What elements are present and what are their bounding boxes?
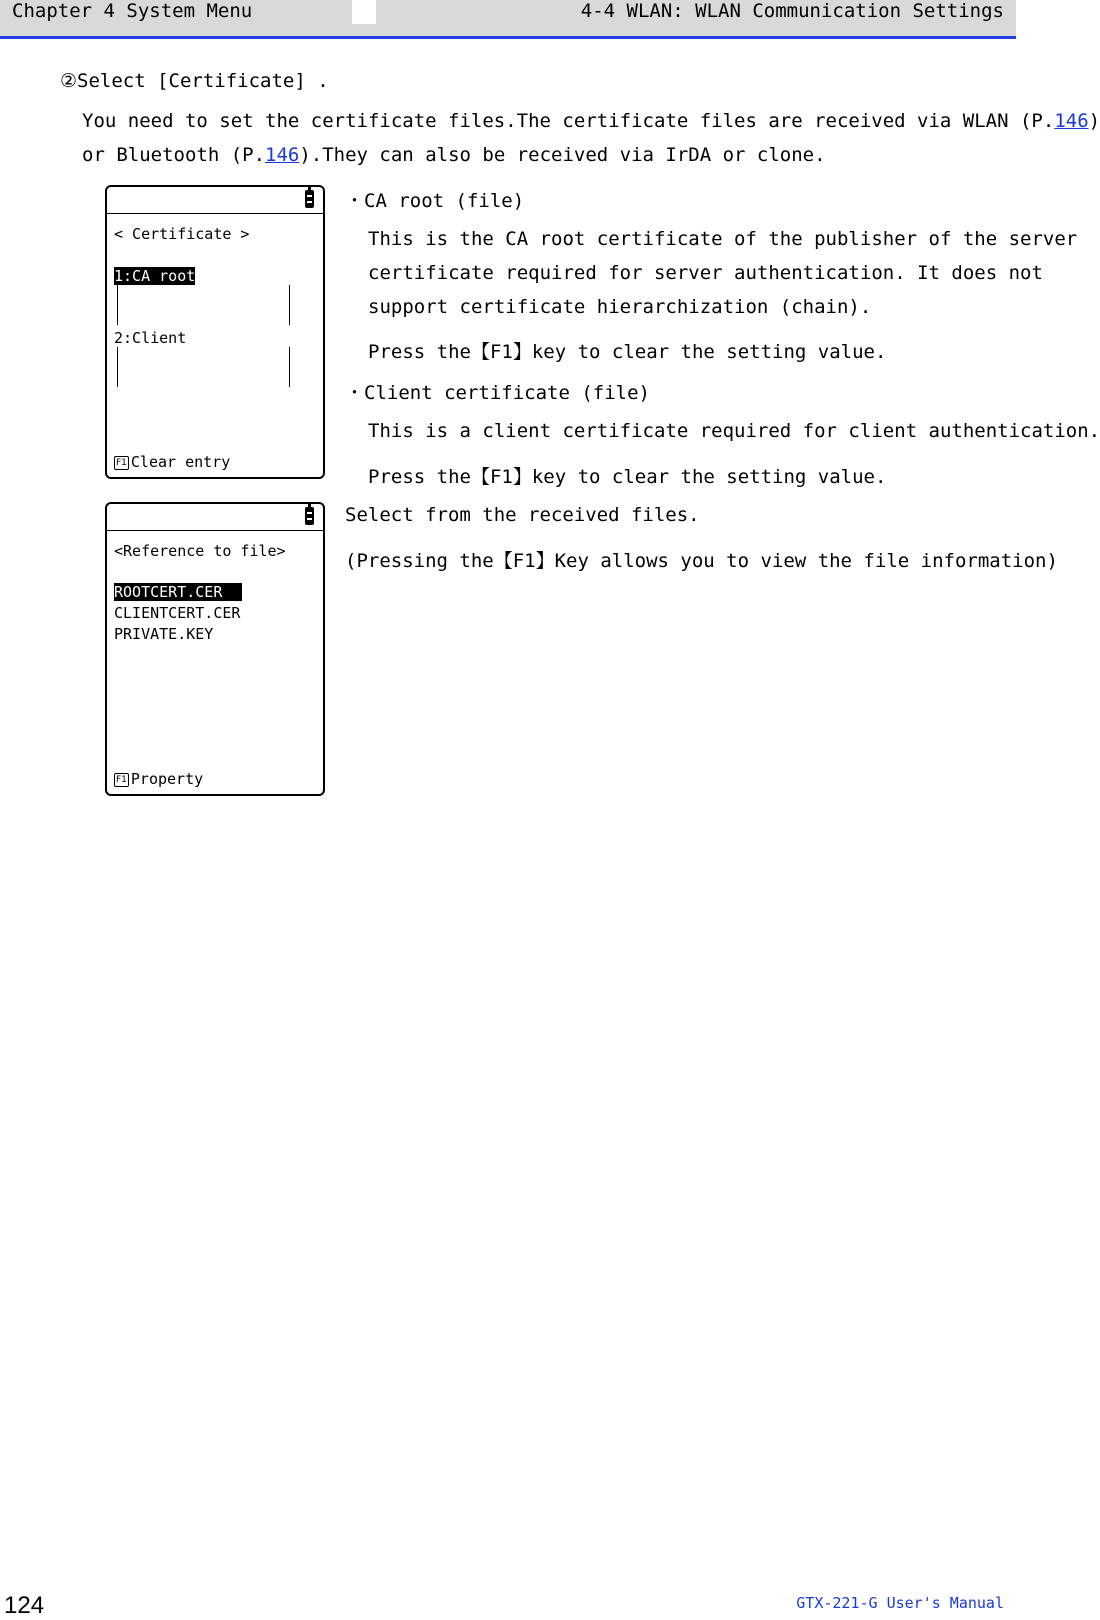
certificate-screen <box>105 185 325 479</box>
ca-root-clear-note: Press the【F1】key to clear the setting value. <box>368 341 887 363</box>
step-heading: ②Select [Certificate] . <box>60 70 329 92</box>
f1-property[interactable]: F1 Property <box>116 770 204 788</box>
ca-root-desc-2: certificate required for server authentication. It does not <box>368 262 1043 284</box>
battery-icon <box>305 190 314 208</box>
menu-item-ca-root[interactable]: 1:CA root <box>114 267 196 285</box>
field-border-left <box>117 285 118 325</box>
header-chapter: Chapter 4 System Menu <box>12 0 253 22</box>
intro-line-2: or Bluetooth (P.146).They can also be received via IrDA or clone. <box>82 144 826 166</box>
select-files-text: Select from the received files. <box>345 504 700 526</box>
page-link-146-wlan[interactable]: 146 <box>1054 110 1089 132</box>
page-link-146-bluetooth[interactable]: 146 <box>265 144 300 166</box>
f1-file-info-text: (Pressing the【F1】Key allows you to view the file information) <box>345 550 1058 572</box>
menu-item-client[interactable]: 2:Client <box>114 329 187 347</box>
field-border-right <box>289 285 290 325</box>
f1-key-icon: F1 <box>116 774 127 785</box>
header-section: 4-4 WLAN: WLAN Communication Settings <box>580 0 1004 22</box>
client-cert-desc: This is a client certificate required for client authentication. <box>368 420 1100 442</box>
file-reference-screen <box>105 502 325 796</box>
battery-icon <box>305 507 314 525</box>
screen-status-bar <box>107 504 323 531</box>
screen-title: <Reference to file> <box>114 542 286 560</box>
client-cert-clear-note: Press the【F1】key to clear the setting value. <box>368 466 887 488</box>
screen-status-bar <box>107 187 323 214</box>
manual-title: GTX-221-G User's Manual <box>796 1594 1004 1612</box>
ca-root-desc-1: This is the CA root certificate of the publisher of the server <box>368 228 1078 250</box>
intro-line-1: You need to set the certificate files.The certificate files are received via WLAN (P.146) <box>82 110 1100 132</box>
page-header <box>0 0 1016 39</box>
file-item-private-key[interactable]: PRIVATE.KEY <box>114 625 214 643</box>
page-number: 124 <box>4 1592 45 1619</box>
screen-title: < Certificate > <box>114 225 250 243</box>
header-divider <box>352 0 376 24</box>
file-item-rootcert[interactable]: ROOTCERT.CER <box>114 583 242 601</box>
f1-clear-entry[interactable]: F1 Clear entry <box>116 453 231 471</box>
f1-key-icon: F1 <box>116 457 127 468</box>
field-border-right <box>289 347 290 387</box>
ca-root-heading: ・CA root (file) <box>345 190 525 212</box>
ca-root-desc-3: support certificate hierarchization (chain). <box>368 296 872 318</box>
file-item-clientcert[interactable]: CLIENTCERT.CER <box>114 604 241 622</box>
field-border-left <box>117 347 118 387</box>
client-cert-heading: ・Client certificate (file) <box>345 382 650 404</box>
